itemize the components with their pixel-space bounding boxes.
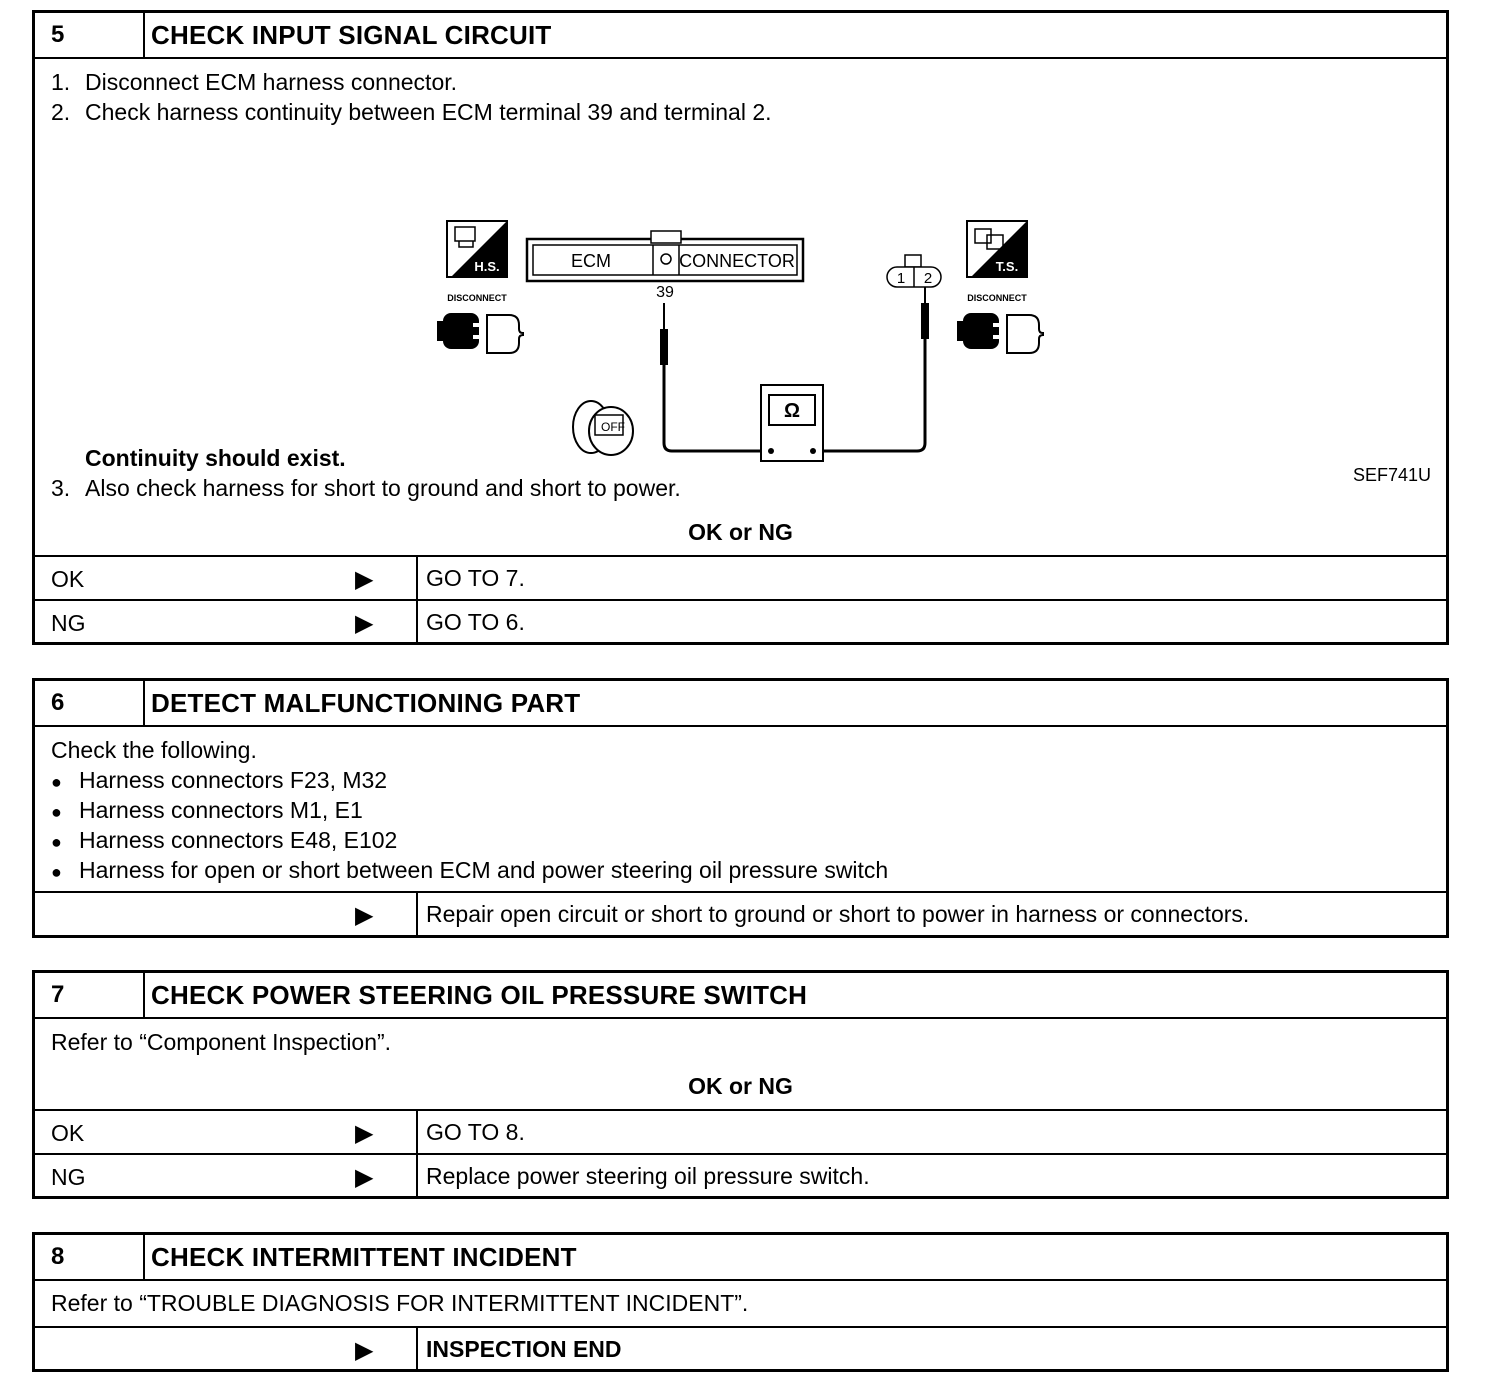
arrow-icon: ▶	[355, 610, 374, 637]
arrow-icon: ▶	[355, 902, 374, 929]
result-action: GO TO 8.	[426, 1119, 525, 1145]
step-body	[35, 727, 1446, 891]
svg-text:OFF: OFF	[601, 420, 625, 434]
expected-result: Continuity should exist.	[85, 445, 346, 471]
svg-text:ECM: ECM	[571, 251, 611, 271]
svg-text:T.S.: T.S.	[995, 259, 1019, 274]
step-title: CHECK POWER STEERING OIL PRESSURE SWITCH	[151, 980, 808, 1010]
svg-text:H.S.: H.S.	[474, 259, 500, 274]
result-action: GO TO 7.	[426, 565, 525, 591]
disconnect-icon	[957, 313, 1043, 353]
result-label: OK	[51, 1120, 85, 1146]
arrow-icon: ▶	[355, 566, 374, 593]
arrow-icon: ▶	[355, 1120, 374, 1147]
step-number: 6	[35, 681, 145, 725]
step-number: 8	[35, 1235, 145, 1279]
arrow-icon: ▶	[355, 1337, 374, 1364]
list-item: ● Harness connectors E48, E102	[51, 827, 398, 853]
ignition-key-off-icon	[573, 401, 633, 455]
result-action: Repair open circuit or short to ground or short to power in harness or connectors.	[426, 901, 1250, 927]
step-number: 5	[35, 13, 145, 57]
step-title: CHECK INPUT SIGNAL CIRCUIT	[151, 20, 552, 50]
hs-icon	[447, 221, 507, 277]
result-action: GO TO 6.	[426, 609, 525, 635]
bullet-icon: ●	[51, 772, 62, 792]
ok-or-ng-label: OK or NG	[688, 1073, 793, 1099]
result-row-ok	[35, 1109, 1446, 1153]
list-item: ● Harness for open or short between ECM and power steering oil pressure switch	[51, 857, 889, 883]
result-action: INSPECTION END	[426, 1336, 622, 1362]
step-header	[35, 13, 1446, 59]
step-body	[35, 1019, 1446, 1109]
svg-text:2: 2	[923, 270, 933, 287]
result-row-ok	[35, 555, 1446, 599]
result-row	[35, 891, 1446, 935]
arrow-icon: ▶	[355, 1164, 374, 1191]
result-label: NG	[51, 610, 86, 636]
result-row-ng	[35, 599, 1446, 643]
ecm-connector	[527, 231, 803, 301]
figure-reference: SEF741U	[1352, 465, 1431, 485]
ts-icon	[967, 221, 1027, 277]
result-action: Replace power steering oil pressure switch.	[426, 1163, 870, 1189]
instruction-1: 1. Disconnect ECM harness connector.	[51, 69, 458, 95]
bullet-icon: ●	[51, 802, 62, 822]
disconnect-label: DISCONNECT	[967, 293, 1027, 303]
refer-text: Refer to “Component Inspection”.	[51, 1029, 392, 1055]
step-header	[35, 1235, 1446, 1281]
bullet-icon: ●	[51, 862, 62, 882]
svg-text:1: 1	[896, 270, 906, 287]
list-item: ● Harness connectors M1, E1	[51, 797, 363, 823]
instruction-2: 2. Check harness continuity between ECM terminal 39 and terminal 2.	[51, 99, 772, 125]
step-body	[35, 59, 1446, 555]
terminal-39-label: 39	[656, 284, 674, 301]
step-6-box	[32, 678, 1449, 938]
disconnect-label: DISCONNECT	[447, 293, 507, 303]
svg-text:Ω: Ω	[783, 400, 801, 422]
instruction-3: 3. Also check harness for short to ground and short to power.	[51, 475, 681, 501]
list-item: ● Harness connectors F23, M32	[51, 767, 388, 793]
terminal-connector	[887, 255, 941, 287]
check-intro: Check the following.	[51, 737, 257, 763]
result-row-ng	[35, 1153, 1446, 1197]
step-number: 7	[35, 973, 145, 1017]
step-header	[35, 973, 1446, 1019]
result-row	[35, 1326, 1446, 1370]
svg-text:CONNECTOR: CONNECTOR	[679, 251, 795, 271]
step-title: CHECK INTERMITTENT INCIDENT	[151, 1242, 577, 1272]
refer-text: Refer to “TROUBLE DIAGNOSIS FOR INTERMITTENT INCIDENT”.	[51, 1290, 749, 1316]
step-header	[35, 681, 1446, 727]
step-7-box	[32, 970, 1449, 1199]
disconnect-icon	[437, 313, 523, 353]
ok-or-ng-label: OK or NG	[688, 519, 793, 545]
ohmmeter	[761, 385, 823, 461]
step-5-box	[32, 10, 1449, 645]
step-title: DETECT MALFUNCTIONING PART	[151, 688, 581, 718]
continuity-check-diagram	[35, 159, 1446, 485]
step-body	[35, 1281, 1446, 1326]
result-label: OK	[51, 566, 85, 592]
step-8-box	[32, 1232, 1449, 1372]
bullet-icon: ●	[51, 832, 62, 852]
result-label: NG	[51, 1164, 86, 1190]
